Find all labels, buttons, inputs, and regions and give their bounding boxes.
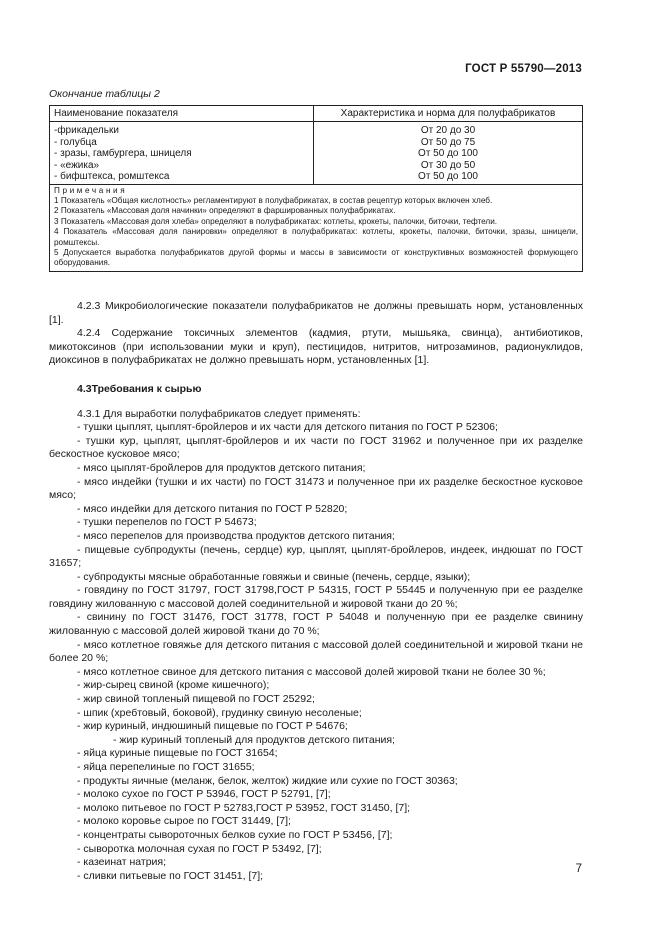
indicator-values xyxy=(314,122,583,185)
list-item: - яйца куриные пищевые по ГОСТ 31654; xyxy=(77,747,278,760)
list-item: - мясо индейки (тушки и их части) по ГОСТ 31473 и полученное при их разделке бескостное кусковое мясо; xyxy=(49,475,583,502)
list-item: - сыворотка молочная сухая по ГОСТ Р 53492, [7]; xyxy=(77,842,322,855)
list-item: - молоко сухое по ГОСТ Р 53946, ГОСТ Р 52791, [7]; xyxy=(77,788,331,801)
list-item: - говядину по ГОСТ 31797, ГОСТ 31798,ГОСТ Р 54315, ГОСТ Р 55445 и полученную при ее разделке говядину жилованную с массовой долей соединительной и жировой ткани до 20 %; xyxy=(49,584,583,610)
list-item: - молоко питьевое по ГОСТ Р 52783,ГОСТ Р 53952, ГОСТ 31450, [7]; xyxy=(77,801,411,814)
indicator-names xyxy=(50,122,314,185)
indicator-name: - бифштекса, ромштекса xyxy=(54,171,170,182)
indicator-name: - зразы, гамбургера, шницеля xyxy=(54,148,192,159)
note: 2 Показатель «Массовая доля начинки» определяют в фаршированных полуфабрикатах. xyxy=(54,206,396,216)
table-header-row xyxy=(50,106,583,122)
indicator-name: - «ежика» xyxy=(54,159,100,171)
list-item: - тушки перепелов по ГОСТ Р 54673; xyxy=(77,516,257,529)
list-item: - мясо цыплят-бройлеров для продуктов детского питания; xyxy=(77,461,366,474)
list-item: - яйца перепелиные по ГОСТ 31655; xyxy=(77,761,255,773)
note: 1 Показатель «Общая кислотность» регламентируют в полуфабрикатах, в состав рецептур которых включен хлеб. xyxy=(54,195,493,205)
standard-code: ГОСТ Р 55790—2013 xyxy=(465,63,582,75)
indicator-value: От 50 до 100 xyxy=(418,148,478,159)
list-item: - мясо котлетное говяжье для детского питания с массовой долей соединительной и жировой ткани не более 20 %; xyxy=(49,638,583,665)
list-item: - казеинат натрия; xyxy=(77,856,167,869)
list-item: - мясо индейки для детского питания по ГОСТ Р 52820; xyxy=(77,502,348,515)
list-item: - свинину по ГОСТ 31476, ГОСТ 31778, ГОСТ Р 54048 и полученную при ее разделке свинину жилованную с массовой долей жировой ткани до 70 %; xyxy=(49,611,583,638)
document-body xyxy=(49,300,583,883)
paragraph-4-2-4: 4.2.4 Содержание токсичных элементов (кадмия, ртути, мышьяка, свинца), антибиотиков, микотоксинов (при использовании муки и круп), пестицидов, нитритов, нитрозаминов, радионуклидов, диоксинов в полуфабрикатах не должно превышать норм, установленных [1]. xyxy=(49,327,583,367)
indicator-value: От 20 до 30 xyxy=(420,125,476,136)
indicator-value: От 50 до 100 xyxy=(418,171,478,182)
note: 5 Допускается выработка полуфабрикатов другой формы и массы в зависимости от конструктивных возможностей формующего оборудования. xyxy=(54,247,578,268)
paragraph-4-2-3: 4.2.3 Микробиологические показатели полуфабрикатов не должны превышать норм, установленных [1]. xyxy=(49,300,583,326)
indicator-name: - голубца xyxy=(54,136,97,148)
list-item: - жир куриный топленый для продуктов детского питания; xyxy=(113,733,395,746)
list-item: - молоко коровье сырое по ГОСТ 31449, [7]; xyxy=(77,815,291,828)
note: 4 Показатель «Массовая доля панировки» определяют в полуфабрикатах: котлеты, крокеты, палочки, биточки, зразы, шницели, ромштексы. xyxy=(54,227,578,247)
list-item: - мясо перепелов для производства продуктов детского питания; xyxy=(77,529,395,542)
column-header-name: Наименование показателя xyxy=(50,106,314,122)
paragraph-4-3-1: 4.3.1 Для выработки полуфабрикатов следует применять: xyxy=(77,407,361,420)
indicator-value: От 30 до 50 xyxy=(420,159,476,171)
list-item: - концентраты сывороточных белков сухие по ГОСТ Р 53456, [7]; xyxy=(77,828,393,841)
list-item: - пищевые субпродукты (печень, сердце) кур, цыплят, цыплят-бройлеров, индеек, индюшат по ГОСТ 31657; xyxy=(49,543,583,570)
table-notes xyxy=(50,184,583,271)
list-item: - продукты яичные (меланж, белок, желток) жидкие или сухие по ГОСТ 30363; xyxy=(77,774,458,787)
list-item: - тушки цыплят, цыплят-бройлеров и их части для детского питания по ГОСТ Р 52306; xyxy=(77,421,498,434)
notes-title: Примечания xyxy=(54,185,128,195)
indicators-table xyxy=(49,105,583,272)
table-notes-row xyxy=(50,184,583,271)
table-caption: Окончание таблицы 2 xyxy=(49,88,160,100)
list-item: - сливки питьевые по ГОСТ 31451, [7]; xyxy=(77,869,264,882)
list-item: - жир куриный, индюшиный пищевые по ГОСТ Р 54676; xyxy=(77,720,348,733)
list-item: - тушки кур, цыплят, цыплят-бройлеров и их части по ГОСТ 31962 и полученное при их разделке бескостное кусковое мясо; xyxy=(49,434,583,461)
indicator-value: От 50 до 75 xyxy=(420,136,476,148)
page-number: 7 xyxy=(575,863,582,875)
list-item: - жир-сырец свиной (кроме кишечного); xyxy=(77,679,270,692)
list-item: - субпродукты мясные обработанные говяжьи и свиные (печень, сердце, языки); xyxy=(77,570,471,583)
note: 3 Показатель «Массовая доля хлеба» определяют в полуфабрикатах: котлеты, крокеты, палочки, биточки, тефтели. xyxy=(54,216,498,226)
section-title: 4.3Требования к сырью xyxy=(77,382,202,395)
table-row xyxy=(50,122,583,185)
list-item: - шпик (хребтовый, боковой), грудинку свиную несоленые; xyxy=(77,706,362,719)
indicator-name: -фрикадельки xyxy=(54,125,119,136)
list-item: - мясо котлетное свиное для детского питания с массовой долей жировой ткани не более 30 %; xyxy=(77,665,546,678)
column-header-norm: Характеристика и норма для полуфабрикатов xyxy=(314,106,583,122)
list-item: - жир свиной топленый пищевой по ГОСТ 25292; xyxy=(77,693,315,706)
